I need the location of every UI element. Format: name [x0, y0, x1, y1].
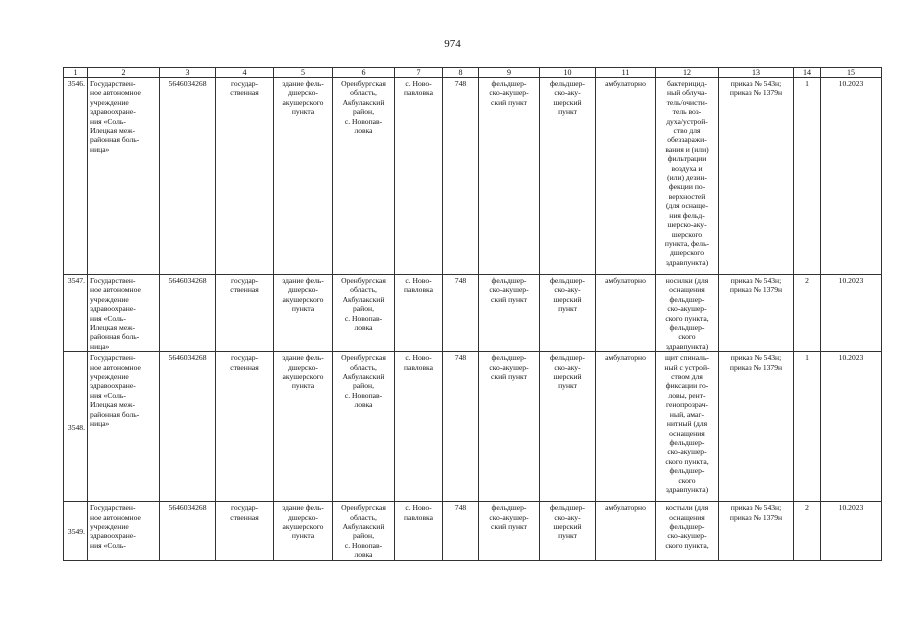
row-number: 3546.	[64, 78, 88, 275]
settlement-cell: с. Ново- павловка	[395, 352, 443, 502]
header-cell: 3	[160, 68, 216, 78]
table-row	[64, 502, 882, 560]
order-cell: приказ № 543н; приказ № 1379н	[719, 502, 794, 560]
settlement-cell: с. Ново- павловка	[395, 502, 443, 560]
building-cell: здание фель- дшерско- акушерского пункта	[274, 275, 333, 352]
organization-cell: Государствен- ное автономное учреждение здравоохране- ния «Соль- Илецкая меж- районная боль- ница»	[88, 275, 160, 352]
settlement-cell: с. Ново- павловка	[395, 78, 443, 275]
ownership-cell: государ- ственная	[216, 78, 274, 275]
header-cell: 11	[596, 68, 656, 78]
inn-cell: 5646034268	[160, 78, 216, 275]
table-row	[64, 275, 882, 352]
organization-cell: Государствен- ное автономное учреждение здравоохране- ния «Соль-	[88, 502, 160, 560]
header-cell: 7	[395, 68, 443, 78]
unit-cell: фельдшер- ско-аку- шерский пункт	[540, 502, 596, 560]
organization-cell: Государствен- ное автономное учреждение здравоохране- ния «Соль- Илецкая меж- районная боль- ница»	[88, 352, 160, 502]
quantity-cell: 1	[794, 78, 821, 275]
region-cell: Оренбургская область, Акбулакский район, с. Новопав- ловка	[333, 275, 395, 352]
facility-cell: фельдшер- ско-акушер- ский пункт	[479, 352, 540, 502]
header-cell: 10	[540, 68, 596, 78]
unit-cell: фельдшер- ско-аку- шерский пункт	[540, 275, 596, 352]
quantity-cell: 2	[794, 275, 821, 352]
population-cell: 748	[443, 78, 479, 275]
facility-cell: фельдшер- ско-акушер- ский пункт	[479, 275, 540, 352]
care-type-cell: амбулаторно	[596, 78, 656, 275]
ownership-cell: государ- ственная	[216, 502, 274, 560]
registry-table	[63, 67, 882, 561]
population-cell: 748	[443, 352, 479, 502]
date-cell: 10.2023	[821, 78, 882, 275]
date-cell: 10.2023	[821, 502, 882, 560]
header-cell: 13	[719, 68, 794, 78]
organization-cell: Государствен- ное автономное учреждение здравоохране- ния «Соль- Илецкая меж- районная боль- ница»	[88, 78, 160, 275]
facility-cell: фельдшер- ско-акушер- ский пункт	[479, 78, 540, 275]
settlement-cell: с. Ново- павловка	[395, 275, 443, 352]
header-cell: 8	[443, 68, 479, 78]
care-type-cell: амбулаторно	[596, 275, 656, 352]
building-cell: здание фель- дшерско- акушерского пункта	[274, 78, 333, 275]
care-type-cell: амбулаторно	[596, 502, 656, 560]
building-cell: здание фель- дшерско- акушерского пункта	[274, 502, 333, 560]
inn-cell: 5646034268	[160, 502, 216, 560]
quantity-cell: 1	[794, 352, 821, 502]
inn-cell: 5646034268	[160, 275, 216, 352]
header-cell: 1	[64, 68, 88, 78]
page-number: 974	[444, 38, 461, 50]
date-cell: 10.2023	[821, 275, 882, 352]
header-cell: 2	[88, 68, 160, 78]
order-cell: приказ № 543н; приказ № 1379н	[719, 352, 794, 502]
region-cell: Оренбургская область, Акбулакский район, с. Новопав- ловка	[333, 78, 395, 275]
building-cell: здание фель- дшерско- акушерского пункта	[274, 352, 333, 502]
equipment-cell: щит спиналь- ный с устрой- ством для фиксации го- ловы, рент- генопрозрач- ный, амаг- нитный (для оснащения фельдшер- ско-акушер- ского пункта, фельдшер- ского здравпункта)	[656, 352, 719, 502]
equipment-cell: бактерицид- ный облуча- тель/очисти- тель воз- духа/устрой- ство для обеззаражи- вания и (или) фильтрации воздуха и (или) дезин- фекции по- верхностей (для оснаще- ния фельд- шерско-аку- шерского пункта, фель- дшерского здравпункта)	[656, 78, 719, 275]
order-cell: приказ № 543н; приказ № 1379н	[719, 275, 794, 352]
care-type-cell: амбулаторно	[596, 352, 656, 502]
unit-cell: фельдшер- ско-аку- шерский пункт	[540, 78, 596, 275]
region-cell: Оренбургская область, Акбулакский район, с. Новопав- ловка	[333, 352, 395, 502]
population-cell: 748	[443, 502, 479, 560]
region-cell: Оренбургская область, Акбулакский район, с. Новопав- ловка	[333, 502, 395, 560]
equipment-cell: носилки (для оснащения фельдшер- ско-акушер- ского пункта, фельдшер- ского здравпункта)	[656, 275, 719, 352]
header-cell: 14	[794, 68, 821, 78]
population-cell: 748	[443, 275, 479, 352]
unit-cell: фельдшер- ско-аку- шерский пункт	[540, 352, 596, 502]
header-cell: 6	[333, 68, 395, 78]
inn-cell: 5646034268	[160, 352, 216, 502]
equipment-cell: костыли (для оснащения фельдшер- ско-акушер- ского пункта,	[656, 502, 719, 560]
header-cell: 5	[274, 68, 333, 78]
row-number: 3547.	[64, 275, 88, 352]
header-row	[64, 68, 882, 78]
header-cell: 15	[821, 68, 882, 78]
quantity-cell: 2	[794, 502, 821, 560]
table-row	[64, 78, 882, 275]
ownership-cell: государ- ственная	[216, 275, 274, 352]
header-cell: 4	[216, 68, 274, 78]
date-cell: 10.2023	[821, 352, 882, 502]
header-cell: 12	[656, 68, 719, 78]
facility-cell: фельдшер- ско-акушер- ский пункт	[479, 502, 540, 560]
ownership-cell: государ- ственная	[216, 352, 274, 502]
row-number: 3549.	[64, 502, 88, 560]
row-number: 3548.	[64, 352, 88, 502]
order-cell: приказ № 543н; приказ № 1379н	[719, 78, 794, 275]
table-row	[64, 352, 882, 502]
header-cell: 9	[479, 68, 540, 78]
